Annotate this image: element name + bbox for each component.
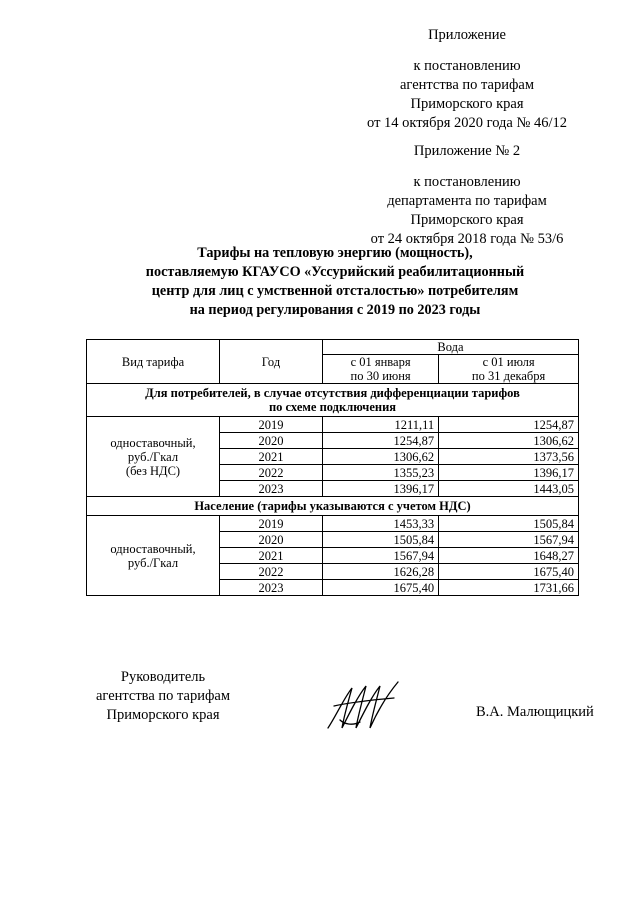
table-row bbox=[87, 417, 579, 433]
table-row bbox=[87, 516, 579, 532]
section-1-title-line: по схеме подключения bbox=[268, 400, 397, 414]
signatory-name: В.А. Малющицкий bbox=[476, 704, 594, 720]
year-cell: 2022 bbox=[220, 564, 323, 580]
year-cell: 2020 bbox=[220, 532, 323, 548]
year-cell: 2021 bbox=[220, 449, 323, 465]
tariff-type-line: руб./Гкал bbox=[127, 555, 179, 570]
title-line: на период регулирования с 2019 по 2023 годы bbox=[189, 302, 481, 318]
section-2-title-line: Население (тарифы указываются с учетом НДС) bbox=[194, 499, 471, 513]
year-cell: 2023 bbox=[220, 580, 323, 596]
header-period-2 bbox=[439, 355, 579, 384]
appendix-1-title: Приложение bbox=[428, 27, 506, 43]
value-h1-cell: 1355,23 bbox=[323, 465, 439, 481]
year-cell: 2019 bbox=[220, 516, 323, 532]
header-period-1-line: с 01 января bbox=[350, 355, 411, 369]
handwritten-signature bbox=[322, 676, 422, 736]
value-h1-cell: 1675,40 bbox=[323, 580, 439, 596]
header-period-2-line: по 31 декабря bbox=[471, 369, 546, 383]
value-h2-cell: 1675,40 bbox=[439, 564, 579, 580]
value-h1-cell: 1211,11 bbox=[323, 417, 439, 433]
value-h2-cell: 1396,17 bbox=[439, 465, 579, 481]
appendix-2-line: Приморского края bbox=[410, 212, 524, 228]
title-line: Тарифы на тепловую энергию (мощность), bbox=[197, 245, 473, 261]
section-row bbox=[87, 384, 579, 417]
year-cell: 2019 bbox=[220, 417, 323, 433]
header-row bbox=[87, 340, 579, 355]
value-h1-cell: 1254,87 bbox=[323, 433, 439, 449]
value-h2-cell: 1505,84 bbox=[439, 516, 579, 532]
section-2-title bbox=[87, 497, 579, 516]
header-period-2-line: с 01 июля bbox=[482, 355, 535, 369]
value-h1-cell: 1567,94 bbox=[323, 548, 439, 564]
signatory-position bbox=[88, 668, 238, 725]
tariff-type-line: руб./Гкал bbox=[127, 449, 179, 464]
year-cell: 2023 bbox=[220, 481, 323, 497]
section-1-title bbox=[87, 384, 579, 417]
value-h2-cell: 1373,56 bbox=[439, 449, 579, 465]
header-tariff-type: Вид тарифа bbox=[87, 340, 220, 384]
year-cell: 2021 bbox=[220, 548, 323, 564]
header-year: Год bbox=[220, 340, 323, 384]
value-h2-cell: 1306,62 bbox=[439, 433, 579, 449]
value-h1-cell: 1396,17 bbox=[323, 481, 439, 497]
signatory-position-line: Приморского края bbox=[106, 707, 220, 723]
value-h1-cell: 1453,33 bbox=[323, 516, 439, 532]
appendix-header-1 bbox=[352, 26, 582, 133]
appendix-1-line: Приморского края bbox=[410, 96, 524, 112]
section-2-tariff-type bbox=[87, 516, 220, 596]
title-line: центр для лиц с умственной отсталостью» потребителям bbox=[151, 283, 519, 299]
value-h2-cell: 1731,66 bbox=[439, 580, 579, 596]
value-h1-cell: 1626,28 bbox=[323, 564, 439, 580]
section-row bbox=[87, 497, 579, 516]
appendix-2-line: к постановлению bbox=[413, 174, 521, 190]
appendix-1-line: агентства по тарифам bbox=[400, 77, 534, 93]
tariff-type-line: (без НДС) bbox=[125, 463, 181, 478]
title-line: поставляемую КГАУСО «Уссурийский реабилитационный bbox=[145, 264, 525, 280]
header-water: Вода bbox=[323, 340, 579, 355]
value-h2-cell: 1254,87 bbox=[439, 417, 579, 433]
header-period-1 bbox=[323, 355, 439, 384]
header-period-1-line: по 30 июня bbox=[350, 369, 411, 383]
appendix-header-2 bbox=[352, 142, 582, 249]
section-1-title-line: Для потребителей, в случае отсутствия дифференциации тарифов bbox=[145, 386, 520, 400]
appendix-2-title: Приложение № 2 bbox=[413, 143, 521, 159]
year-cell: 2020 bbox=[220, 433, 323, 449]
tariff-table bbox=[86, 339, 579, 596]
appendix-2-line: от 24 октября 2018 года № 53/6 bbox=[370, 231, 564, 247]
value-h1-cell: 1306,62 bbox=[323, 449, 439, 465]
document-title bbox=[90, 244, 580, 320]
tariff-type-line: одноставочный, bbox=[110, 435, 196, 450]
year-cell: 2022 bbox=[220, 465, 323, 481]
signatory-position-line: Руководитель bbox=[120, 669, 206, 685]
signatory-position-line: агентства по тарифам bbox=[96, 688, 230, 704]
value-h1-cell: 1505,84 bbox=[323, 532, 439, 548]
section-1-tariff-type bbox=[87, 417, 220, 497]
value-h2-cell: 1443,05 bbox=[439, 481, 579, 497]
value-h2-cell: 1648,27 bbox=[439, 548, 579, 564]
appendix-1-line: от 14 октября 2020 года № 46/12 bbox=[367, 115, 567, 131]
appendix-2-line: департамента по тарифам bbox=[387, 193, 547, 209]
value-h2-cell: 1567,94 bbox=[439, 532, 579, 548]
tariff-type-line: одноставочный, bbox=[110, 541, 196, 556]
appendix-1-line: к постановлению bbox=[413, 58, 521, 74]
